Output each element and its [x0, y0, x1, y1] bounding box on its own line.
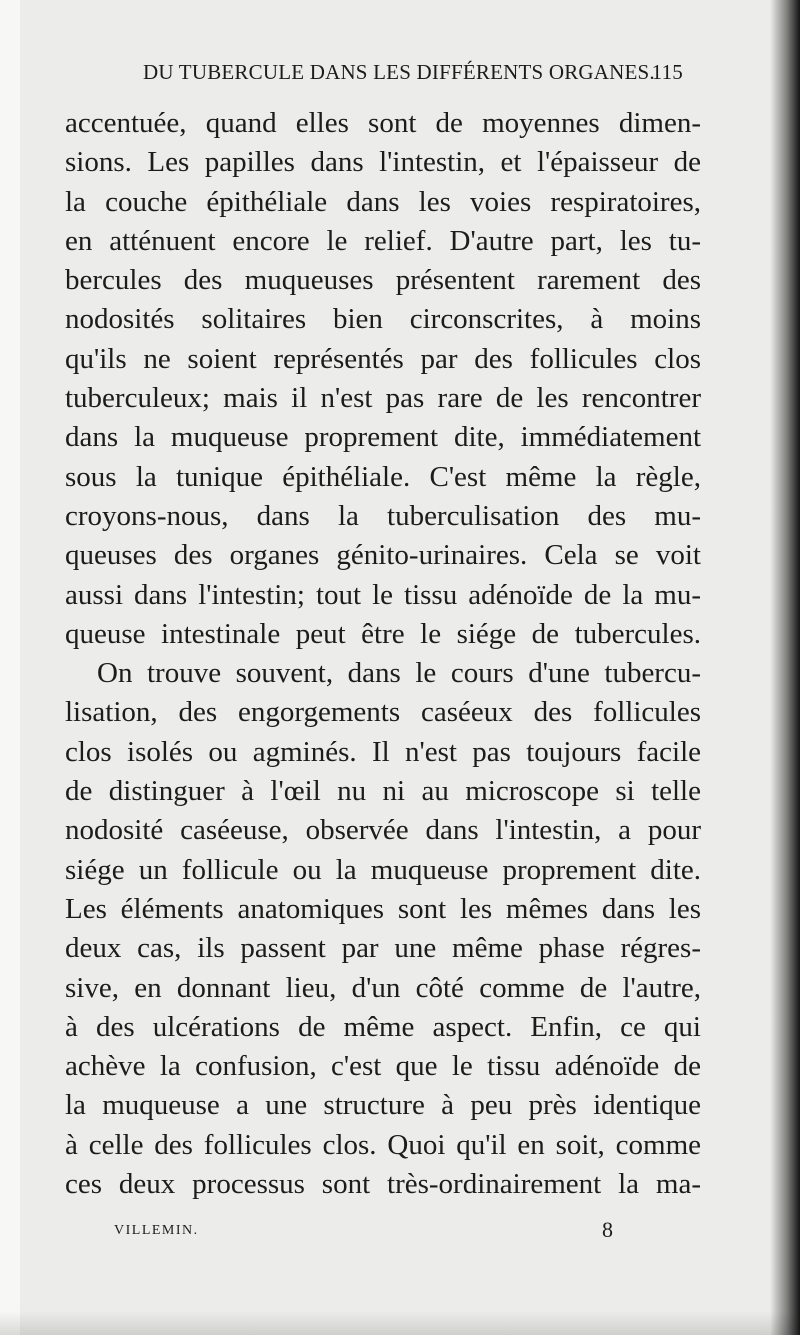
text-line: Les éléments anatomiques sont les mêmes dans les [65, 892, 701, 925]
printer-signature: VILLEMIN. [114, 1223, 199, 1238]
text-line: aussi dans l'intestin; tout le tissu adénoïde de la mu- [65, 578, 701, 611]
page-number: 115 [651, 60, 683, 84]
text-line: lisation, des engorgements caséeux des follicules [65, 696, 701, 729]
page-gutter-shadow [770, 0, 800, 1335]
text-line: de distinguer à l'œil nu ni au microscope si telle [65, 775, 701, 808]
running-title: DU TUBERCULE DANS LES DIFFÉRENTS ORGANES. [143, 60, 655, 84]
text-line: en atténuent encore le relief. D'autre part, les tu- [65, 224, 701, 257]
page-left-margin [0, 0, 20, 1335]
text-line: croyons-nous, dans la tuberculisation des mu- [65, 499, 701, 532]
text-line: sions. Les papilles dans l'intestin, et l'épaisseur de [65, 146, 701, 179]
text-line: nodosités solitaires bien circonscrites, à moins [65, 303, 701, 336]
text-line: clos isolés ou agminés. Il n'est pas toujours facile [65, 735, 701, 768]
text-line: la muqueuse a une structure à peu près identique [65, 1089, 701, 1122]
text-line: nodosité caséeuse, observée dans l'intestin, a pour [65, 814, 701, 847]
running-head [143, 60, 683, 90]
page-bottom-shadow [0, 1311, 800, 1335]
text-line: deux cas, ils passent par une même phase régres- [65, 932, 701, 965]
text-line: qu'ils ne soient représentés par des follicules clos [65, 342, 701, 375]
text-line: siége un follicule ou la muqueuse proprement dite. [65, 853, 701, 886]
text-line: sous la tunique épithéliale. C'est même la règle, [65, 460, 701, 493]
text-line: tuberculeux; mais il n'est pas rare de les rencontrer [65, 382, 701, 415]
body-text [65, 104, 701, 1204]
text-line: à des ulcérations de même aspect. Enfin, ce qui [65, 1010, 701, 1043]
text-line: sive, en donnant lieu, d'un côté comme de l'autre, [65, 971, 701, 1004]
paragraph-first-line: On trouve souvent, dans le cours d'une tubercu- [97, 657, 701, 690]
text-line: à celle des follicules clos. Quoi qu'il en soit, comme [65, 1128, 701, 1161]
text-line: ces deux processus sont très-ordinairement la ma- [65, 1168, 701, 1201]
text-line: bercules des muqueuses présentent rarement des [65, 264, 701, 297]
text-line: dans la muqueuse proprement dite, immédiatement [65, 421, 701, 454]
text-line: queuses des organes génito-urinaires. Cela se voit [65, 539, 701, 572]
signature-mark: 8 [602, 1217, 613, 1242]
text-line: la couche épithéliale dans les voies respiratoires, [65, 185, 701, 218]
text-line: queuse intestinale peut être le siége de tubercules. [65, 617, 701, 650]
text-line: achève la confusion, c'est que le tissu adénoïde de [65, 1050, 701, 1083]
page-footer [114, 1217, 614, 1247]
text-line: accentuée, quand elles sont de moyennes dimen- [65, 107, 701, 139]
